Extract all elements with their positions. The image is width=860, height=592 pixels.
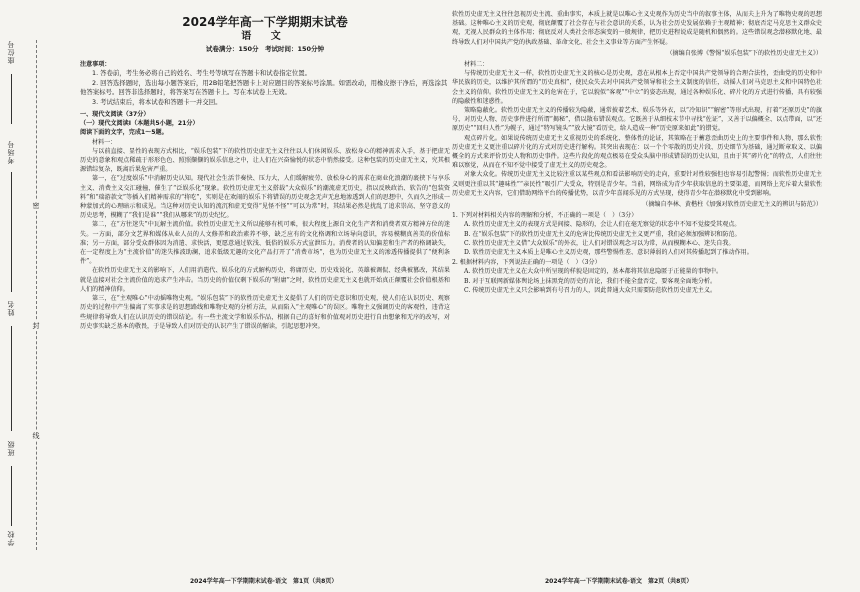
question-2-stem: 2. 根据材料内容，下列说法正确的一项是（ ）（3分） <box>452 259 601 267</box>
body-paragraph: 与以前直接、显性的表现方式相比，“娱乐包装”下的软性历史虚无主义往往以人们休闲娱乐、放松身心的精神需求入手，基于把虚无历史的意象和观点稀疏于形形色色、照照撷撷的娱乐信息之中，让人们在兴奋愉悦的状态中悄然接受。这种包装的历史虚无主义，究其根源错综复杂，既离后果危害严重。 <box>80 147 450 174</box>
question-2-option: A. 软性历史虚无主义在大众中所呈现的样貌是固定的，基本都将其信息隐匿于正能量的事物中。 <box>464 268 723 276</box>
question-1-option: B. 在“娱乐包装”下的软性历史虚无主义的危害比传统历史虚无主义更严重，我们必须加强辨识和防范。 <box>464 230 741 238</box>
class-line <box>11 466 12 526</box>
page-1-footer: 2024学年高一下学期期末试卷·语文 第1页（共8页） <box>190 578 338 585</box>
question-1-option: A. 软性历史虚无主义的表现方式是间接、隐形的，会让人们在毫无察觉的状态中不知不觉接受其观点。 <box>464 221 741 229</box>
material-2-label: 材料二： <box>464 61 489 69</box>
body-paragraph: 第三，在“主观唯心”中动摇唯物史观。“娱乐包装”下的软性历史虚无主义提倡了人们的历史意识和历史观，使人们在认识历史、观察历史的过程中产生偏离了实事求是的思想路线和唯物史观的分析方法，从而陷入“主观唯心”的误区。唯物主义强调历史的客观性，违背这些规律将导致人们在认识历史的错误结论。有一些主流文学和娱乐作品，根据自己的喜好和价值观对历史进行自由想象和无序的改写，对历史事实缺乏基本的敬畏，于是导致人们对历史的认识产生了错误的解读，引起思想冲突。 <box>80 295 450 330</box>
binding-gutter <box>0 0 70 592</box>
body-paragraph: 第二，在“方往迷失”中瓦解主流价值。软性历史虚无主义所以能够有机可乘，很大程度上源自文化生产者和消费者双方精神方位的迷失。一方面，部分文艺界和媒体从业人员的人文修养和政治素养不够，缺乏应有的文化格调和立场导向意识，容易模糊真善美的价值标准；另一方面，部分受众群体因为消遣、求快活，更愿意通过软浅、低俗的娱乐方式宣泄压力。消费者的认知偏差和生产者的格调缺失，在一定程度上为“主流价值”的迷失推波助澜，追求低级无趣的文化产品打开了“消费市场”，也为历史虚无主义的渗透传播提供了“便利条件”。 <box>80 221 450 266</box>
source-citation-1: （摘编自张博《警惕“娱乐包装”下的软性历史虚无主义》） <box>666 49 822 57</box>
notes-heading: 注意事项： <box>80 61 111 69</box>
question-2-option: C. 传统历史虚无主义只会影响到有号召力的人，因此普通大众只需要防范软性历史虚无主义。 <box>464 286 717 294</box>
source-citation-2: （摘编自李林、黄楷柱《加强对软性历史虚无主义的辨识与防范》） <box>642 201 822 209</box>
section-instruction: 阅读下面的文字，完成1～5题。 <box>80 129 168 137</box>
seat-number-line <box>11 74 12 124</box>
note-item: 1. 答卷前，考生务必将自己的姓名、考生号等填写在答题卡和试卷指定位置。 <box>92 69 312 78</box>
body-paragraph: 第一，在“过度娱乐”中消解历史认知。现代社会生活节奏快、压力大，人们缓解疲劳、放松身心的需求在商业化浪潮的裹挟下与享乐主义、消费主义交汇碰撞，催生了“泛娱乐化”现象。软性历史虚无主义搭载“大众娱乐”的潮流虚无历史，指以反映政治、软告的“包装资料”和“瑞游款文”等插入们精神需求的“将吃”，实则是在欢闹的娱乐下将错误的历史观念无声无息地渗透到人们的思想中，久而久之形成一种蒙加式的心理暗示和成见。当这种对历史认知的流沉和虚无变得“见怪不怪”“可以为常”时，其结果必然是扰乱了追求崇高、坚守意义的历史思考，模糊了“我们是谁”“我们从哪来”的历史纪忆。 <box>80 175 450 220</box>
page-2 <box>452 10 822 295</box>
question-2-option: B. 对于互联网新媒体舆论场上抹黑党的历史的言论，我们不能全盘否定，要客观全面地分析。 <box>464 277 717 285</box>
page-2-footer: 2024学年高一下学期期末试卷·语文 第2页（共8页） <box>545 578 693 585</box>
school-label: 学校 <box>7 530 15 546</box>
name-label: 姓名 <box>7 300 15 316</box>
question-1-option: C. 软性历史虚无主义借“大众娱乐”的外衣，让人们对错误观念习以为常，从而模糊本心、迷失自我。 <box>464 239 735 247</box>
body-paragraph: 观点碎片化。如果说传统历史虚无主义重视历史的系统化、整体性的论证，其策略在于蓄意歪曲历史上的主要事件和人物，那么软性历史虚无主义更注重以碎片化的方式对历史进行解构。其突出表现在：以一个个零散的历史片段、历史细节为基础，通过断章取义、以偏概全的方式来评价历史人物和历史事件。这些片段化的观点极易在受众头脑中形成错误的历史认知，且由于其“碎片化”的特点，人们往往难以察觉，从而在不知不觉中接受了虚无主义的历史观念。 <box>452 134 822 170</box>
note-item: 3. 考试结束后，将本试卷和答题卡一并交回。 <box>92 97 222 106</box>
exam-subject: 语 文 <box>241 31 289 42</box>
body-paragraph: 与传统历史虚无主义一样，软性历史虚无主义的核心是历史观，意在从根本上否定中国共产党领导的合理合法性，歪曲党的历史和中华民族的历史，以维护其所谓的“历史真相”，使民众失去对中国共产党领导和社会主义制度的信任，动摇人们对马克思主义和中国特色社会主义的信仰。软性历史虚无主义的危害在于，它以貌似“客观”“中立”的姿态出现，通过各种娱乐化、碎片化的方式进行传播，具有较强的隐蔽性和迷惑性。 <box>452 70 822 105</box>
body-paragraph: 对象大众化。传统历史虚无主义比较注重以某些观点和看法影响历史的走向，重要针对性较强但也容易引起警惕；而软性历史虚无主义则更注重以其“趣味性”“亲民性”吸引广大受众，特别是青少年。当前，网络成为青少年获取信息的主要渠道，而网络上充斥着大量软性历史虚无主义内容，它们借助网络平台的传播优势，以青少年喜闻乐见的方式呈现，使得青少年在潜移默化中受到影响。 <box>452 171 822 197</box>
exam-room-label: 考场号 <box>7 140 15 164</box>
body-paragraph: 软性历史虚无主义往往忽视历史主流、重曲事实，本质上就是以唯心主义史观作为历史当中的叙事主体，从而夫上升为了唯物史观的思想基础。这种唯心主义的历史观，彻底颠覆了社会存在与社会意识的关系，认为社会历史发展依赖于主观精神；彻底否定马克思主义群众史观，无视人民群众的主体作用；彻底反对人类社会形态演变的一般规律，把历史进程说成是随机和偶然的。这些错误观念潜移默化地、最终导致人们对中国共产党的执政基础、革命文化、社会主义事业等方面产生怀疑。 <box>452 11 822 46</box>
exam-title: 2024学年高一下学期期末试卷 <box>182 15 348 29</box>
name-line <box>11 326 12 431</box>
note-item: 2. 回答选择题时，选出每小题答案后，用2B铅笔把答题卡上对应题目的答案标号涂黑。如需改动，用橡皮擦干净后，再选涂其他答案标号。回答非选择题时，将答案写在答题卡上。写在本试卷上无效。 <box>80 78 448 97</box>
question-1-option: D. 软性历史虚无主义本质上是唯心主义历史观，那些警惕性差、意识薄弱的人们对其传播起到了推动作用。 <box>464 249 753 257</box>
section-sub: （一）现代文阅读Ⅰ（本题共5小题，21分） <box>80 120 199 128</box>
seat-number-label: 座位号 <box>7 40 15 64</box>
seal-cut-line <box>36 40 37 550</box>
exam-meta: 试卷满分：150分 考试时间：150分钟 <box>205 45 325 53</box>
seal-word-2: 封 <box>32 322 40 329</box>
seal-word-3: 线 <box>32 432 40 439</box>
material-1-label: 材料一： <box>92 138 117 146</box>
exam-room-line <box>11 172 12 292</box>
body-paragraph: 策略隐蔽化。软性历史虚无主义的传播较为隐蔽，通常披着艺术、娱乐等外衣，以“冷知识”“解密”等形式出现，打着“还原历史”的旗号，对历史人物、历史事件进行所谓“揭秘”，借以散布错误观点。它既善于从细枝末节中寻找“佐证”，又善于以偏概全、以点带面，以“还原历史”“回归人性”为幌子，通过“特写镜头”“放大镜”看历史，给人造成一种“历史原来如此”的错觉。 <box>452 107 822 133</box>
class-label: 班级 <box>7 440 15 456</box>
section-part: 一、现代文阅读（37分） <box>80 111 150 119</box>
question-1-stem: 1. 下列对材料相关内容的理解和分析，不正确的一项是（ ）（3分） <box>452 212 638 220</box>
page-1 <box>80 10 450 331</box>
seal-word-1: 密 <box>32 202 40 209</box>
body-paragraph: 在软性历史虚无主义的影响下，人们用消遣代、娱乐化的方式解构历史，将庸历史、历史戏说化、英雄被调侃、经典被篡改，其结果就是直接对社会主流价值的追求产生冲击。当历史的价值仅剩下娱乐的“附庸”之时，软性历史虚无主义也就开始真正颠覆社会价值根基和人们的精神信仰。 <box>80 267 450 293</box>
